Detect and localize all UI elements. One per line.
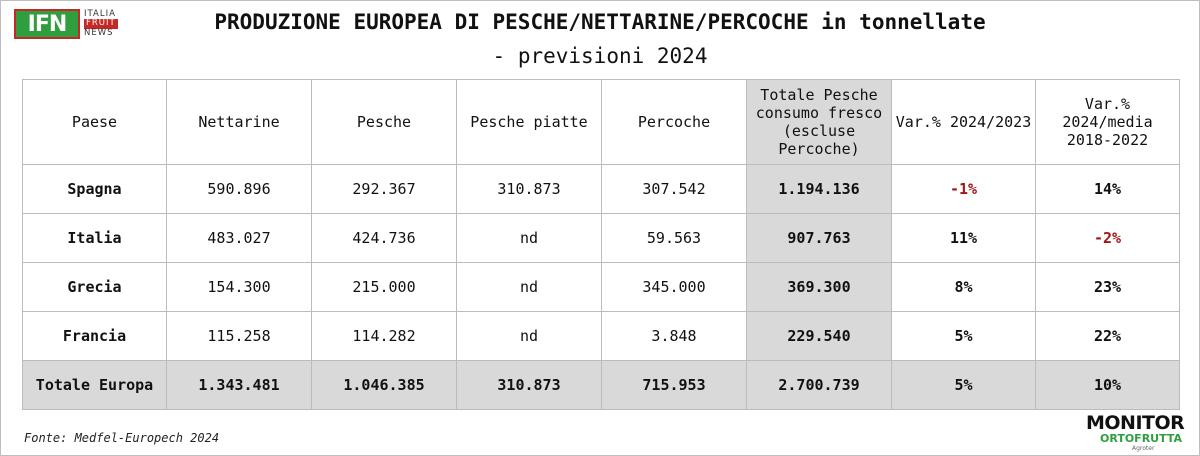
table-cell: 345.000 — [602, 263, 747, 312]
table-cell: 59.563 — [602, 214, 747, 263]
table-cell: -2% — [1036, 214, 1180, 263]
italiafruit-logo — [14, 9, 118, 39]
table-cell: 715.953 — [602, 361, 747, 410]
column-header-4: Percoche — [602, 80, 747, 165]
table-cell: 590.896 — [167, 165, 312, 214]
table-cell: nd — [457, 214, 602, 263]
table-row — [23, 312, 1180, 361]
monitor-ortofrutta-logo — [1086, 413, 1184, 452]
column-header-0: Paese — [23, 80, 167, 165]
table-cell: 229.540 — [747, 312, 892, 361]
table-cell: 11% — [892, 214, 1036, 263]
ifn-logo-mark: IFN — [14, 9, 80, 39]
row-label-cell: Spagna — [23, 165, 167, 214]
table-cell: 310.873 — [457, 361, 602, 410]
chart-subtitle: - previsioni 2024 — [492, 44, 708, 68]
table-cell: 907.763 — [747, 214, 892, 263]
table-row — [23, 263, 1180, 312]
table-cell: 5% — [892, 361, 1036, 410]
column-header-7: Var.% 2024/media 2018-2022 — [1036, 80, 1180, 165]
table-cell: 369.300 — [747, 263, 892, 312]
table-cell: 3.848 — [602, 312, 747, 361]
column-header-2: Pesche — [312, 80, 457, 165]
row-label-cell: Grecia — [23, 263, 167, 312]
column-header-1: Nettarine — [167, 80, 312, 165]
column-header-6: Var.% 2024/2023 — [892, 80, 1036, 165]
table-cell: 23% — [1036, 263, 1180, 312]
table-cell: 22% — [1036, 312, 1180, 361]
table-cell: 215.000 — [312, 263, 457, 312]
monitor-logo-line1: MONITOR — [1086, 412, 1185, 434]
row-label-cell: Francia — [23, 312, 167, 361]
table-header-row — [23, 80, 1180, 165]
table-cell: 292.367 — [312, 165, 457, 214]
source-note: Fonte: Medfel-Europech 2024 — [24, 431, 220, 445]
table-cell: nd — [457, 263, 602, 312]
table-cell: 1.194.136 — [747, 165, 892, 214]
ifn-logo-text: ITALIA FRUIT NEWS — [84, 8, 116, 38]
table-cell: 307.542 — [602, 165, 747, 214]
table-row — [23, 361, 1180, 410]
table-cell: -1% — [892, 165, 1036, 214]
table-cell: 8% — [892, 263, 1036, 312]
table-cell: nd — [457, 312, 602, 361]
monitor-logo-line3: Agroter — [1132, 445, 1155, 452]
column-header-3: Pesche piatte — [457, 80, 602, 165]
table-row — [23, 165, 1180, 214]
monitor-logo-line2: ORTOFRUTTA — [1100, 432, 1183, 445]
table-cell: 14% — [1036, 165, 1180, 214]
table-cell: 10% — [1036, 361, 1180, 410]
table-cell: 5% — [892, 312, 1036, 361]
table-cell: 2.700.739 — [747, 361, 892, 410]
table-row — [23, 214, 1180, 263]
table-cell: 114.282 — [312, 312, 457, 361]
table-cell: 115.258 — [167, 312, 312, 361]
chart-title: PRODUZIONE EUROPEA DI PESCHE/NETTARINE/PERCOCHE in tonnellate — [214, 10, 986, 34]
table-cell: 154.300 — [167, 263, 312, 312]
column-header-5: Totale Pesche consumo fresco (escluse Percoche) — [747, 80, 892, 165]
table-cell: 424.736 — [312, 214, 457, 263]
row-label-cell: Italia — [23, 214, 167, 263]
table-cell: 483.027 — [167, 214, 312, 263]
row-label-cell: Totale Europa — [23, 361, 167, 410]
table-cell: 310.873 — [457, 165, 602, 214]
table-cell: 1.046.385 — [312, 361, 457, 410]
production-table — [22, 79, 1180, 410]
table-cell: 1.343.481 — [167, 361, 312, 410]
